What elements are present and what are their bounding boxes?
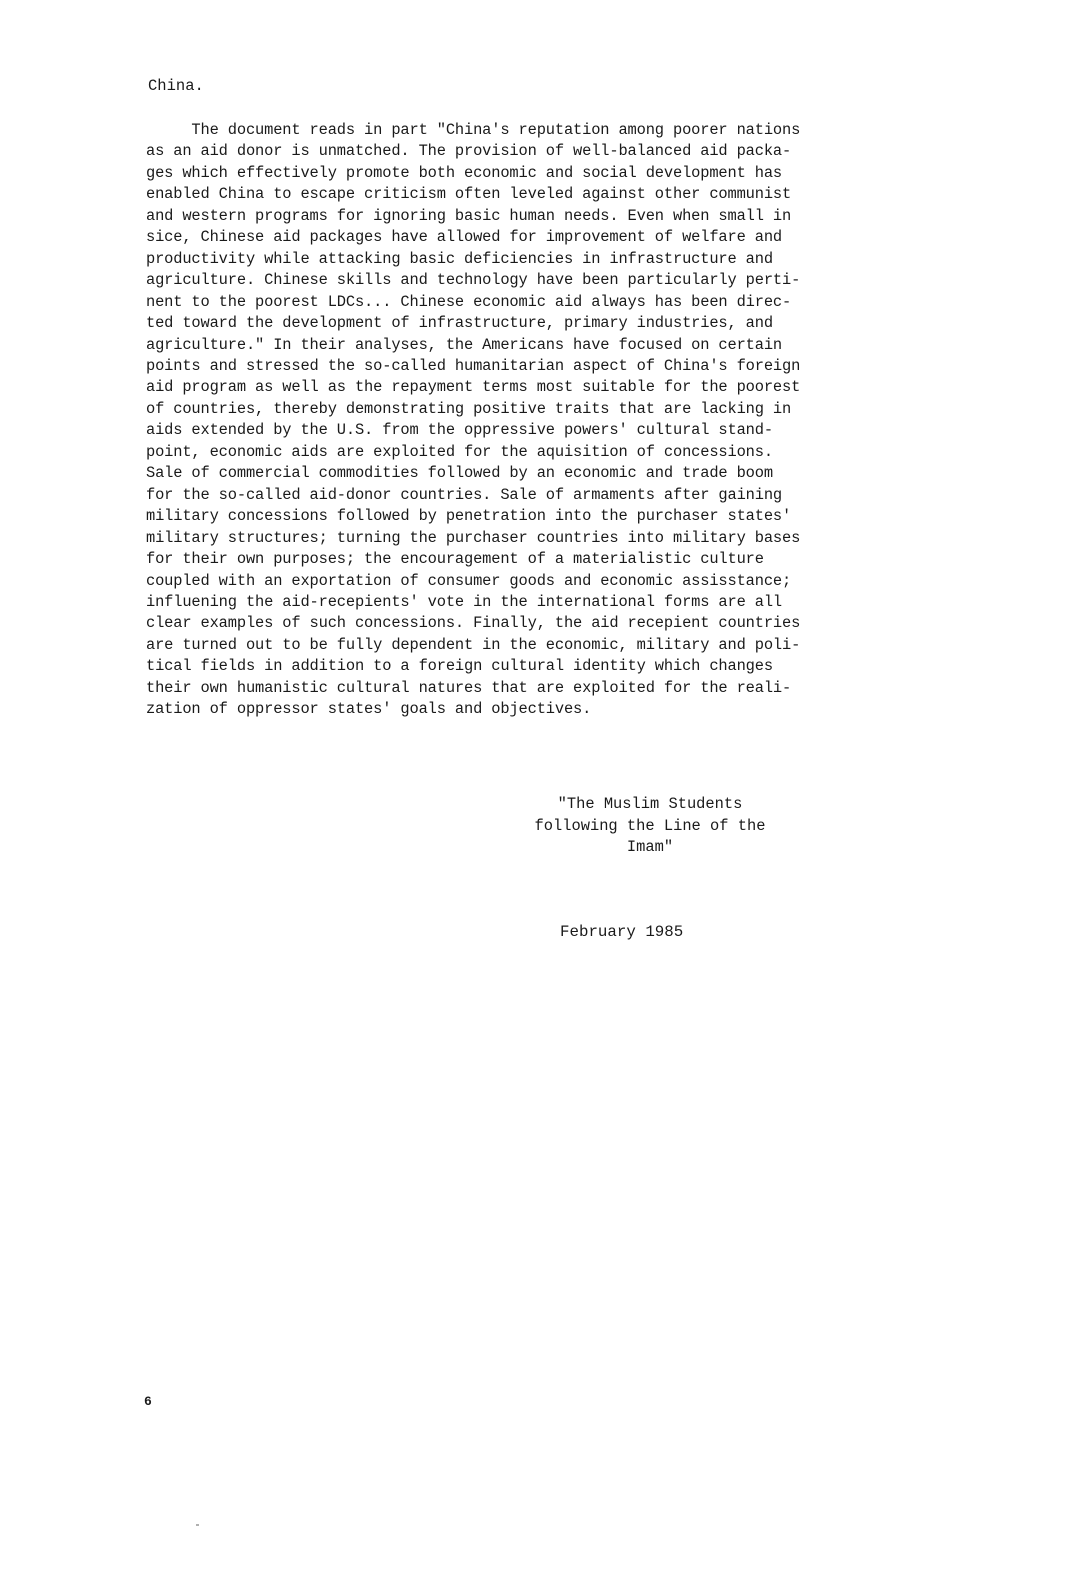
body-line: ted toward the development of infrastructure, primary industries, and (146, 314, 773, 333)
body-line: agriculture." In their analyses, the Americans have focused on certain (146, 335, 783, 354)
body-line: enabled China to escape criticism often leveled against other communist (146, 185, 792, 204)
body-line: Sale of commercial commodities followed by an economic and trade boom (146, 464, 773, 483)
body-line: point, economic aids are exploited for the aquisition of concessions. (146, 442, 773, 461)
signature-block (500, 794, 800, 859)
body-line: clear examples of such concessions. Finally, the aid recepient countries (146, 614, 801, 633)
body-line: ges which effectively promote both economic and social development has (146, 163, 783, 182)
body-line: aids extended by the U.S. from the oppressive powers' cultural stand- (146, 421, 773, 440)
body-line: and western programs for ignoring basic human needs. Even when small in (146, 206, 792, 225)
body-line: tical fields in addition to a foreign cultural identity which changes (146, 657, 773, 676)
body-line: military structures; turning the purchaser countries into military bases (146, 528, 801, 547)
document-date: February 1985 (560, 923, 684, 941)
body-line: military concessions followed by penetration into the purchaser states' (146, 507, 792, 526)
body-line: for their own purposes; the encouragement of a materialistic culture (146, 550, 764, 569)
body-paragraph (146, 120, 926, 721)
signature-line: Imam" (626, 838, 674, 856)
body-line: their own humanistic cultural natures that are exploited for the reali- (146, 678, 792, 697)
scan-speck (196, 1524, 199, 1526)
body-line: The document reads in part "China's reputation among poorer nations (146, 121, 801, 139)
body-line: points and stressed the so-called humanitarian aspect of China's foreign (146, 356, 801, 375)
body-line: aid program as well as the repayment terms most suitable for the poorest (146, 378, 801, 397)
body-line: as an aid donor is unmatched. The provision of well-balanced aid packa- (146, 142, 792, 161)
page-heading: China. (148, 77, 204, 95)
body-line: of countries, thereby demonstrating positive traits that are lacking in (146, 399, 792, 418)
body-line: for the so-called aid-donor countries. Sale of armaments after gaining (146, 485, 783, 504)
body-line: productivity while attacking basic deficiencies in infrastructure and (146, 249, 773, 268)
signature-line: following the Line of the (534, 816, 766, 835)
body-line: sice, Chinese aid packages have allowed for improvement of welfare and (146, 228, 783, 247)
body-line: nent to the poorest LDCs... Chinese economic aid always has been direc- (146, 292, 792, 311)
body-line: coupled with an exportation of consumer goods and economic assisstance; (146, 571, 792, 590)
signature-line: "The Muslim Students (557, 795, 743, 813)
body-line: are turned out to be fully dependent in the economic, military and poli- (146, 635, 801, 654)
body-line: influening the aid-recepients' vote in the international forms are all (146, 592, 783, 611)
body-line: zation of oppressor states' goals and objectives. (146, 700, 592, 719)
page-number-mark: 6 (144, 1394, 152, 1409)
body-line: agriculture. Chinese skills and technology have been particularly perti- (146, 271, 801, 290)
